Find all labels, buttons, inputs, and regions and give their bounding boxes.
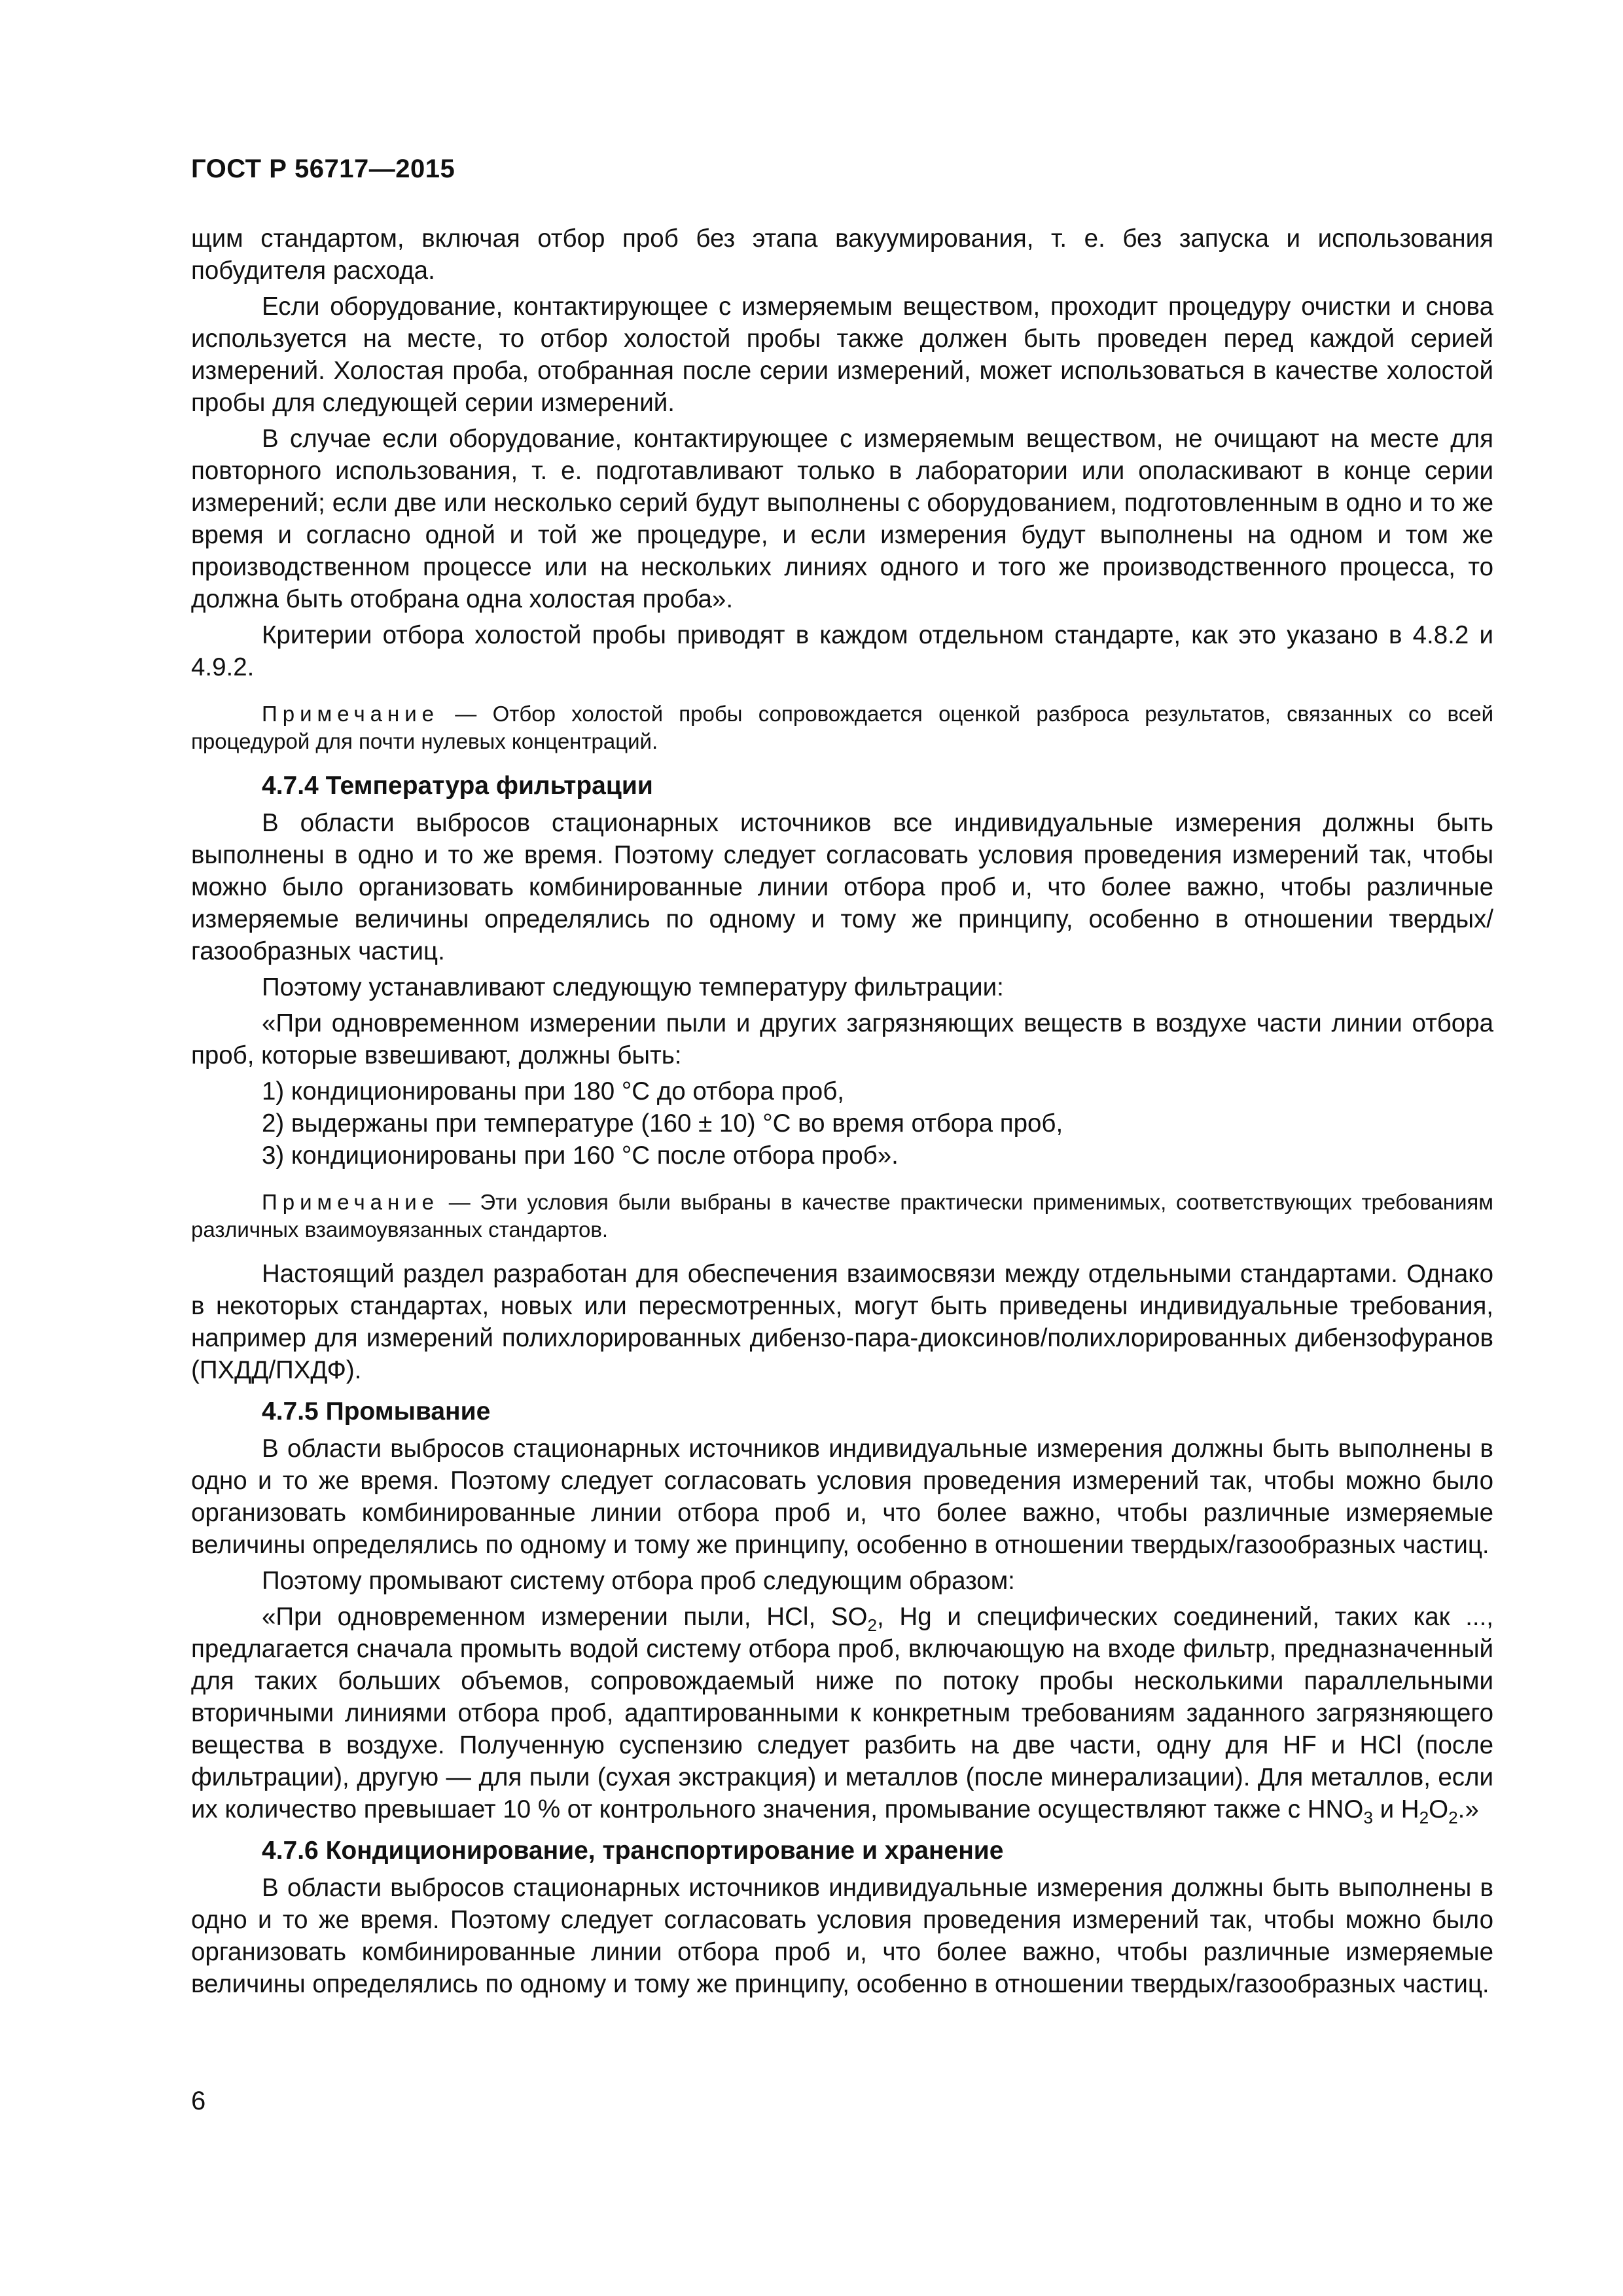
paragraph-rinsing-quote: «При одновременном измерении пыли, HCl, $SO_2$, Hg и специфических соединений, таких как ..., предлагается сначала промыть водой систему отбора проб, включающую на входе фильтр, предназначенный для таких больших объемов, сопровождаемый ниже по потоку пробы несколькими параллельными вторичными линиями отбора проб, адаптированными к конкретным требованиям заданного загрязняющего вещества в воздухе. Полученную суспензию следует разбить на две части, одну для HF и HCl (после фильтрации), другую — для пыли (сухая экстракция) и металлов (после минерализации). Для металлов, если их количество превышает 10 % от контрольного значения, промывание осуществляют также с $HNO_3$ и $H_2O_2$.»	[191, 1603, 1493, 1828]
note-label: Примечание	[262, 702, 440, 726]
note-blank-sample	[191, 700, 1493, 755]
note-label: Примечание	[262, 1190, 440, 1214]
paragraph-continuation: щим стандартом, включая отбор проб без этапа вакуумирования, т. е. без запуска и использования побудителя расхода.	[191, 224, 1493, 285]
note-text: — Эти условия были выбраны в качестве практически применимых, соответствующих требованиям различных взаимоувязанных стандартов.	[191, 1190, 1493, 1242]
paragraph-blank-cleaning: Если оборудование, контактирующее с измеряемым веществом, проходит процедуру очистки и снова используется на месте, то отбор холостой пробы также должен быть проведен перед каждой серией измерений. Холостая проба, отобранная после серии измерений, может использоваться в качестве холостой пробы для следующей серии измерений.	[191, 293, 1493, 417]
list-item: 3) кондиционированы при 160 °С после отбора проб».	[262, 1141, 899, 1170]
paragraph-rinsing-method: Поэтому промывают систему отбора проб следующим образом:	[262, 1567, 1015, 1595]
page-body	[191, 223, 1493, 2004]
list-item: 2) выдержаны при температуре (160 ± 10) °С во время отбора проб,	[262, 1109, 1063, 1138]
note-conditions	[191, 1189, 1493, 1244]
paragraph-blank-criteria: Критерии отбора холостой пробы приводят в каждом отдельном стандарте, как это указано в 4.8.2 и 4.9.2.	[191, 621, 1493, 681]
section-heading-4-7-6: 4.7.6 Кондиционирование, транспортирование и хранение	[262, 1837, 1004, 1865]
page-number: 6	[191, 2087, 206, 2115]
section-heading-4-7-5: 4.7.5 Промывание	[262, 1397, 491, 1426]
list-item: 1) кондиционированы при 180 °С до отбора проб,	[262, 1077, 844, 1105]
note-text: — Отбор холостой пробы сопровождается оценкой разброса результатов, связанных со всей процедурой для почти нулевых концентраций.	[191, 702, 1493, 753]
paragraph-filtration-temp: Поэтому устанавливают следующую температуру фильтрации:	[262, 973, 1004, 1001]
paragraph-rinsing-intro: В области выбросов стационарных источников индивидуальные измерения должны быть выполнены в одно и то же время. Поэтому следует согласовать условия проведения измерений так, чтобы можно было организовать комбинированные линии отбора проб и, что более важно, чтобы различные измеряемые величины определялись по одному и тому же принципу, особенно в отношении твердых/газообразных частиц.	[191, 1435, 1493, 1559]
paragraph-filtration-quote: «При одновременном измерении пыли и других загрязняющих веществ в воздухе части линии отбора проб, которые взвешивают, должны быть:	[191, 1009, 1493, 1069]
section-heading-4-7-4: 4.7.4 Температура фильтрации	[262, 772, 653, 800]
paragraph-filtration-intro: В области выбросов стационарных источников все индивидуальные измерения должны быть выполнены в одно и то же время. Поэтому следует согласовать условия проведения измерений так, чтобы можно было организовать комбинированные линии отбора проб и, что более важно, чтобы различные измеряемые величины определялись по одному и тому же принципу, особенно в отношении твердых/газообразных частиц.	[191, 809, 1493, 965]
standard-header: ГОСТ Р 56717—2015	[191, 154, 455, 183]
paragraph-blank-series: В случае если оборудование, контактирующее с измеряемым веществом, не очищают на месте для повторного использования, т. е. подготавливают только в лаборатории или ополаскивают в конце серии измерений; если две или несколько серий будут выполнены с оборудованием, подготовленным в одно и то же время и согласно одной и той же процедуре, и если измерения будут выполнены на одном и том же производственном процессе или на нескольких линиях одного и того же производственного процесса, то должна быть отобрана одна холостая проба».	[191, 425, 1493, 613]
paragraph-conditioning-intro: В области выбросов стационарных источников индивидуальные измерения должны быть выполнены в одно и то же время. Поэтому следует согласовать условия проведения измерений так, чтобы можно было организовать комбинированные линии отбора проб и, что более важно, чтобы различные измеряемые величины определялись по одному и тому же принципу, особенно в отношении твердых/газообразных частиц.	[191, 1874, 1493, 1998]
paragraph-section-purpose: Настоящий раздел разработан для обеспечения взаимосвязи между отдельными стандартами. Однако в некоторых стандартах, новых или пересмотренных, могут быть приведены индивидуальные требования, например для измерений полихлорированных дибензо-пара-диоксинов/полихлорированных дибензофуранов (ПХДД/ПХДФ).	[191, 1260, 1493, 1384]
